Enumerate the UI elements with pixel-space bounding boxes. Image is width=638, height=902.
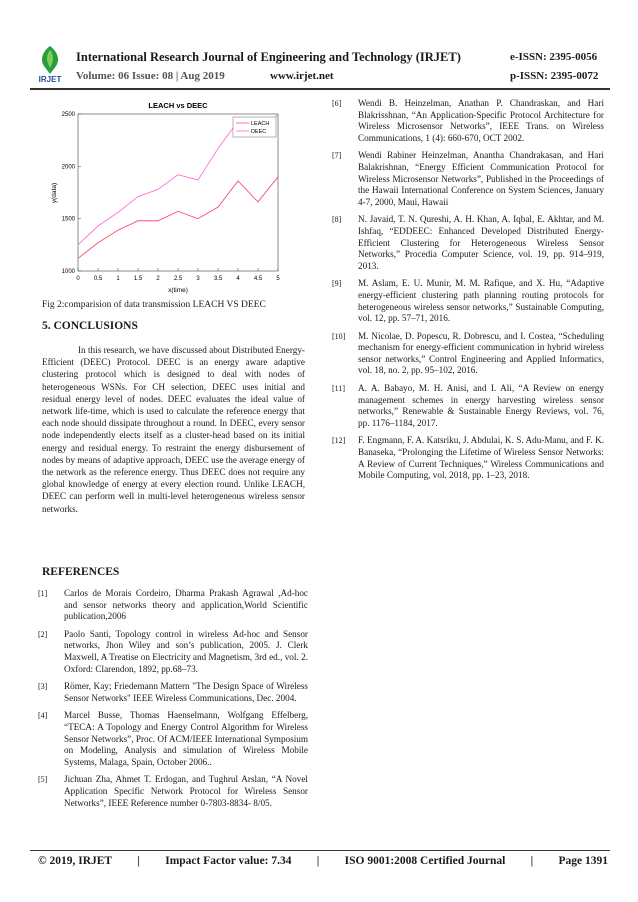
- chart-title: LEACH vs DEEC: [148, 101, 208, 110]
- footer-copyright: © 2019, IRJET: [38, 855, 113, 867]
- x-tick-label: 3.5: [213, 276, 223, 282]
- footer-rule: [30, 850, 610, 851]
- reference-text: N. Javaid, T. N. Qureshi, A. H. Khan, A. Iqbal, E. Akhtar, and M. Ishfaq, “EDDEEC: Enhanced Developed Distributed Energy-Efficient Clustering for Heterogeneous Wireless Sensor Networks,” Procedia Computer Science, vol. 19, pp. 914–919, 2013.: [358, 214, 604, 271]
- plot-frame: [78, 114, 278, 271]
- reference-text: M. Nicolae, D. Popescu, R. Dobrescu, and I. Costea, “Scheduling mechanism for energy-efficient communication in hybrid wireless sensor networks,” Control Engineering and Applied Informatics, vol. 18, no. 2, pp. 95–102, 2016.: [358, 330, 604, 376]
- reference-number: [12]: [332, 436, 346, 446]
- reference-list-right: [332, 98, 604, 488]
- reference-item: [38, 588, 308, 623]
- reference-item: [332, 383, 604, 429]
- references-heading: REFERENCES: [42, 566, 120, 578]
- footer-impact-factor: Impact Factor value: 7.34: [165, 855, 292, 867]
- reference-number: [2]: [38, 629, 48, 639]
- footer-separator: |: [530, 855, 534, 867]
- reference-list-left: [38, 588, 308, 815]
- reference-item: [38, 629, 308, 675]
- reference-text: Römer, Kay; Friedemann Mattern "The Design Space of Wireless Sensor Networks" IEEE Wireless Communications, Dec. 2004.: [64, 681, 308, 703]
- reference-number: [5]: [38, 775, 48, 785]
- reference-text: Carlos de Morais Cordeiro, Dharma Prakash Agrawal ,Ad-hoc and sensor networks theory and application,World Scientific publication,2006: [64, 588, 308, 622]
- reference-number: [6]: [332, 99, 342, 108]
- footer-separator: |: [316, 855, 320, 867]
- reference-text: Jichuan Zha, Ahmet T. Erdogan, and Tughrul Arslan, “A Novel Application Specific Network Protocol for Wireless Sensor Networks”, IEEE Reference number 0-7803-8834- 8/05.: [64, 774, 308, 808]
- reference-number: [3]: [38, 682, 48, 692]
- reference-item: [332, 278, 604, 324]
- pissn: p-ISSN: 2395-0072: [510, 70, 599, 82]
- journal-title: International Research Journal of Engineering and Technology (IRJET): [76, 50, 461, 64]
- reference-text: Wendi B. Heinzelman, Anathan P. Chandraskan, and Hari Blakrisshnan, “An Application-Specific Protocol Architecture for Wireless Microsensor Networks”, IEEE Trans. on Wireless Communications, 1 (4): 660-670, OCT 2002.: [358, 98, 604, 143]
- legend-label-deec: DEEC: [251, 129, 267, 135]
- reference-text: Wendi Rabiner Heinzelman, Anantha Chandrakasan, and Hari Balakrishnan, “Energy Efficient Communication Protocol for Wireless Microsensor Networks”, Published in the Proceedings of the Hawaii International Conference on System Sciences, January 4-7, 2000, Maui, Hawaii: [358, 150, 604, 207]
- conclusions-heading: 5. CONCLUSIONS: [42, 320, 138, 332]
- reference-text: M. Aslam, E. U. Munir, M. M. Rafique, and X. Hu, “Adaptive energy-efficient clustering path planning routing protocols for heterogeneous wireless sensor networks,” Sustainable Computing, vol. 12, pp. 57–71, 2016.: [358, 278, 604, 324]
- x-tick-label: 3: [196, 276, 200, 282]
- journal-website[interactable]: www.irjet.net: [270, 70, 334, 82]
- x-axis-label: x(time): [168, 287, 188, 294]
- header-rule: [30, 88, 610, 90]
- x-tick-label: 2.5: [173, 276, 183, 282]
- y-axis-label: y(data): [51, 182, 58, 204]
- reference-number: [11]: [332, 384, 346, 394]
- leach-deec-chart: [30, 96, 300, 296]
- reference-item: [332, 435, 604, 481]
- reference-number: [4]: [38, 711, 48, 721]
- volume-issue: Volume: 06 Issue: 08 | Aug 2019: [76, 70, 225, 82]
- reference-item: [38, 710, 308, 768]
- reference-number: [9]: [332, 279, 342, 289]
- footer: [38, 855, 608, 867]
- reference-item: [332, 98, 604, 144]
- reference-number: [7]: [332, 151, 342, 161]
- x-tick-label: 0: [76, 276, 80, 282]
- reference-item: [332, 331, 604, 377]
- reference-item: [38, 774, 308, 809]
- reference-text: F. Engmann, F. A. Katsriku, J. Abdulai, K. S. Adu-Manu, and F. K. Banaseka, “Prolonging the Lifetime of Wireless Sensor Networks: A Review of Current Techniques,” Wireless Communications and Mobile Computing, vol. 2018, pp. 1–23, 2018.: [358, 435, 604, 481]
- reference-text: Marcel Busse, Thomas Haenselmann, Wolfgang Effelberg, “TECA: A Topology and Energy Control Algorithm for Wireless Sensor Networks”, Proc. Of ACM/IEEE International Symposium on Modeling, Analysis and simulation of Wireless Mobile Systems, Malaga, Spain, October 2006..: [64, 710, 308, 767]
- logo-text: IRJET: [38, 75, 62, 84]
- x-tick-label: 5: [276, 276, 280, 282]
- x-tick-label: 4.5: [253, 276, 263, 282]
- reference-number: [1]: [38, 589, 48, 598]
- x-tick-label: 1.5: [133, 276, 143, 282]
- reference-number: [8]: [332, 215, 342, 225]
- x-tick-label: 0.5: [93, 276, 103, 282]
- figure-caption: Fig 2:comparision of data transmission LEACH VS DEEC: [42, 300, 266, 310]
- eissn: e-ISSN: 2395-0056: [510, 51, 598, 63]
- y-tick-label: 2500: [61, 112, 75, 118]
- reference-text: Paolo Santi, Topology control in wireless Ad-hoc and Sensor networks, Jhon Wiley and son’s publication, 2005. J. Clerk Maxwell, A Treatise on Electricity and Magnetism, 3rd ed., vol. 2. Oxford: Clarendon, 1892, pp.68–73.: [64, 628, 308, 674]
- x-tick-label: 2: [156, 276, 160, 282]
- y-tick-label: 1500: [61, 216, 75, 223]
- footer-iso: ISO 9001:2008 Certified Journal: [344, 855, 506, 867]
- conclusions-paragraph: In this research, we have discussed about Distributed Energy-Efficient (DEEC) Protocol. DEEC is an energy aware adaptive clustering protocol which is designed to deal with nodes of heterogeneous WSNs. For CH selection, DEEC uses initial and residual energy level of nodes. DEEC evaluates the ideal value of network life-time, which is used to calculate the reference energy that each node should dissipate throughout a round. In DEEC, every sensor node independently elects itself as a cluster-head based on its initial energy and residual energy. To restraint the energy disbursement of nodes by means of adaptive approach, DEEC use the average energy of the network as the reference energy. Thus DEEC does not require any global knowledge of energy at every election round. Unlike LEACH, DEEC can perform well in multi-level heterogeneous wireless sensor networks.: [42, 345, 305, 514]
- reference-number: [10]: [332, 331, 346, 341]
- footer-separator: |: [137, 855, 140, 867]
- reference-item: [38, 681, 308, 704]
- x-tick-label: 1: [116, 276, 120, 282]
- footer-page-number: Page 1391: [558, 855, 608, 867]
- reference-item: [332, 214, 604, 272]
- reference-text: A. A. Babayo, M. H. Anisi, and I. Ali, “A Review on energy management schemes in energy harvesting wireless sensor networks,” Renewable & Sustainable Energy Reviews, vol. 76, pp. 1176–1184, 2017.: [358, 383, 604, 428]
- legend: [233, 117, 276, 137]
- y-tick-label: 2000: [61, 164, 75, 171]
- irjet-logo: [34, 44, 66, 84]
- reference-item: [332, 150, 604, 208]
- x-tick-label: 4: [236, 276, 240, 282]
- legend-label-leach: LEACH: [251, 121, 270, 127]
- y-tick-label: 1000: [61, 269, 75, 275]
